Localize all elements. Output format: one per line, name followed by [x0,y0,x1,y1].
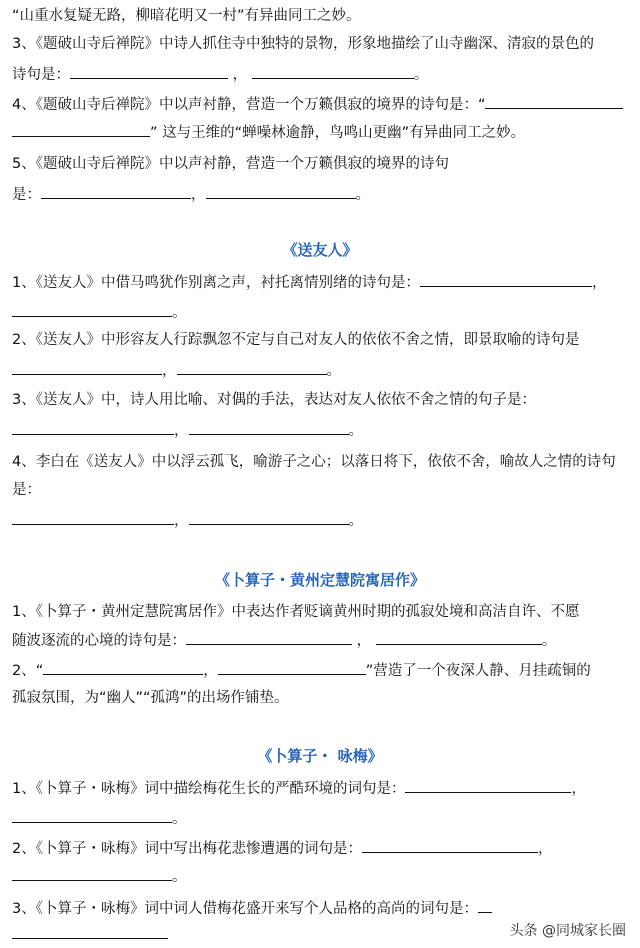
answer-blank[interactable] [405,778,571,793]
answer-blank[interactable] [186,630,352,645]
question-4-line-1: 4、《题破山寺后禅院》中以声衬静，营造一个万籁俱寂的境界的诗句是：“ [12,94,630,115]
question-5-line-1: 5、《题破山寺后禅院》中以声衬静，营造一个万籁俱寂的境界的诗句 [12,156,449,172]
answer-blank[interactable] [41,184,191,199]
answer-blank[interactable] [12,360,162,375]
question-line: 2、“ ， ”营造了一个夜深人静、月挂疏铜的 [12,660,630,681]
answer-blank[interactable] [70,64,228,79]
answer-blank[interactable] [189,420,349,435]
text-line: “山重水复疑无路，柳暗花明又一村”有异曲同工之妙。 [12,8,361,24]
answer-blank[interactable] [177,360,327,375]
section-title: 《卜算子・ 咏梅》 [257,747,383,765]
answer-blank[interactable] [12,420,174,435]
answer-blank[interactable] [252,64,414,79]
answer-blank[interactable] [12,866,172,881]
answer-blank[interactable] [218,660,366,675]
answer-blank[interactable] [43,660,203,675]
answer-blank[interactable] [478,898,492,913]
question-line: 。 [12,808,630,829]
question-3-line-2: 诗句是： ， 。 [12,64,630,85]
answer-blank[interactable] [189,510,349,525]
question-line: 是： [12,482,41,498]
question-line: 。 [12,302,630,323]
question-line: 。 [12,866,630,887]
question-line: 随波逐流的心境的诗句是： ， 。 [12,630,630,651]
section-title: 《送友人》 [282,241,358,259]
answer-blank[interactable] [12,924,168,939]
answer-blank[interactable] [420,272,592,287]
answer-blank[interactable] [12,510,174,525]
question-line: ， 。 [12,360,630,381]
question-line: 2、《卜算子・咏梅》词中写出梅花悲惨遭遇的词句是： ， [12,838,630,859]
question-line: 3、《卜算子・咏梅》词中词人借梅花盛开来写个人品格的高尚的词句是： [12,898,630,919]
question-line: 孤寂氛围，为“幽人”“孤鸿”的出场作铺垫。 [12,690,289,706]
question-line: 4、李白在《送友人》中以浮云孤飞，喻游子之心；以落日将下，依依不舍，喻故人之情的诗句 [12,454,616,470]
answer-blank[interactable] [12,122,150,137]
question-3-line-1: 3、《题破山寺后禅院》中诗人抓住寺中独特的景物，形象地描绘了山寺幽深、清寂的景色的 [12,36,594,52]
answer-blank[interactable] [12,808,172,823]
section-title: 《卜算子・黄州定慧院寓居作》 [214,571,425,589]
question-4-line-2: ” 这与王维的“蝉噪林逾静，鸟鸣山更幽”有异曲同工之妙。 [12,122,630,143]
watermark: 头条 @同城家长圈 [509,923,626,939]
question-line: 1、《送友人》中借马鸣犹作别离之声，衬托离情别绪的诗句是： ， [12,272,630,293]
question-5-line-2: 是： ， 。 [12,184,630,205]
answer-blank[interactable] [12,302,172,317]
question-line: ， 。 [12,510,630,531]
question-line: 3、《送友人》中，诗人用比喻、对偶的手法，表达对友人依依不舍之情的句子是： [12,392,536,408]
question-line: ， 。 [12,420,630,441]
answer-blank[interactable] [206,184,356,199]
answer-blank[interactable] [485,94,623,109]
question-line: 1、《卜算子・咏梅》词中描绘梅花生长的严酷环境的词句是： ， [12,778,630,799]
answer-blank[interactable] [376,630,542,645]
answer-blank[interactable] [362,838,538,853]
question-line: 1、《卜算子・黄州定慧院寓居作》中表达作者贬谪黄州时期的孤寂处境和高洁自许、不愿 [12,604,580,620]
question-line: 2、《送友人》中形容友人行踪飘忽不定与自己对友人的依依不舍之情，即景取喻的诗句是 [12,332,580,348]
